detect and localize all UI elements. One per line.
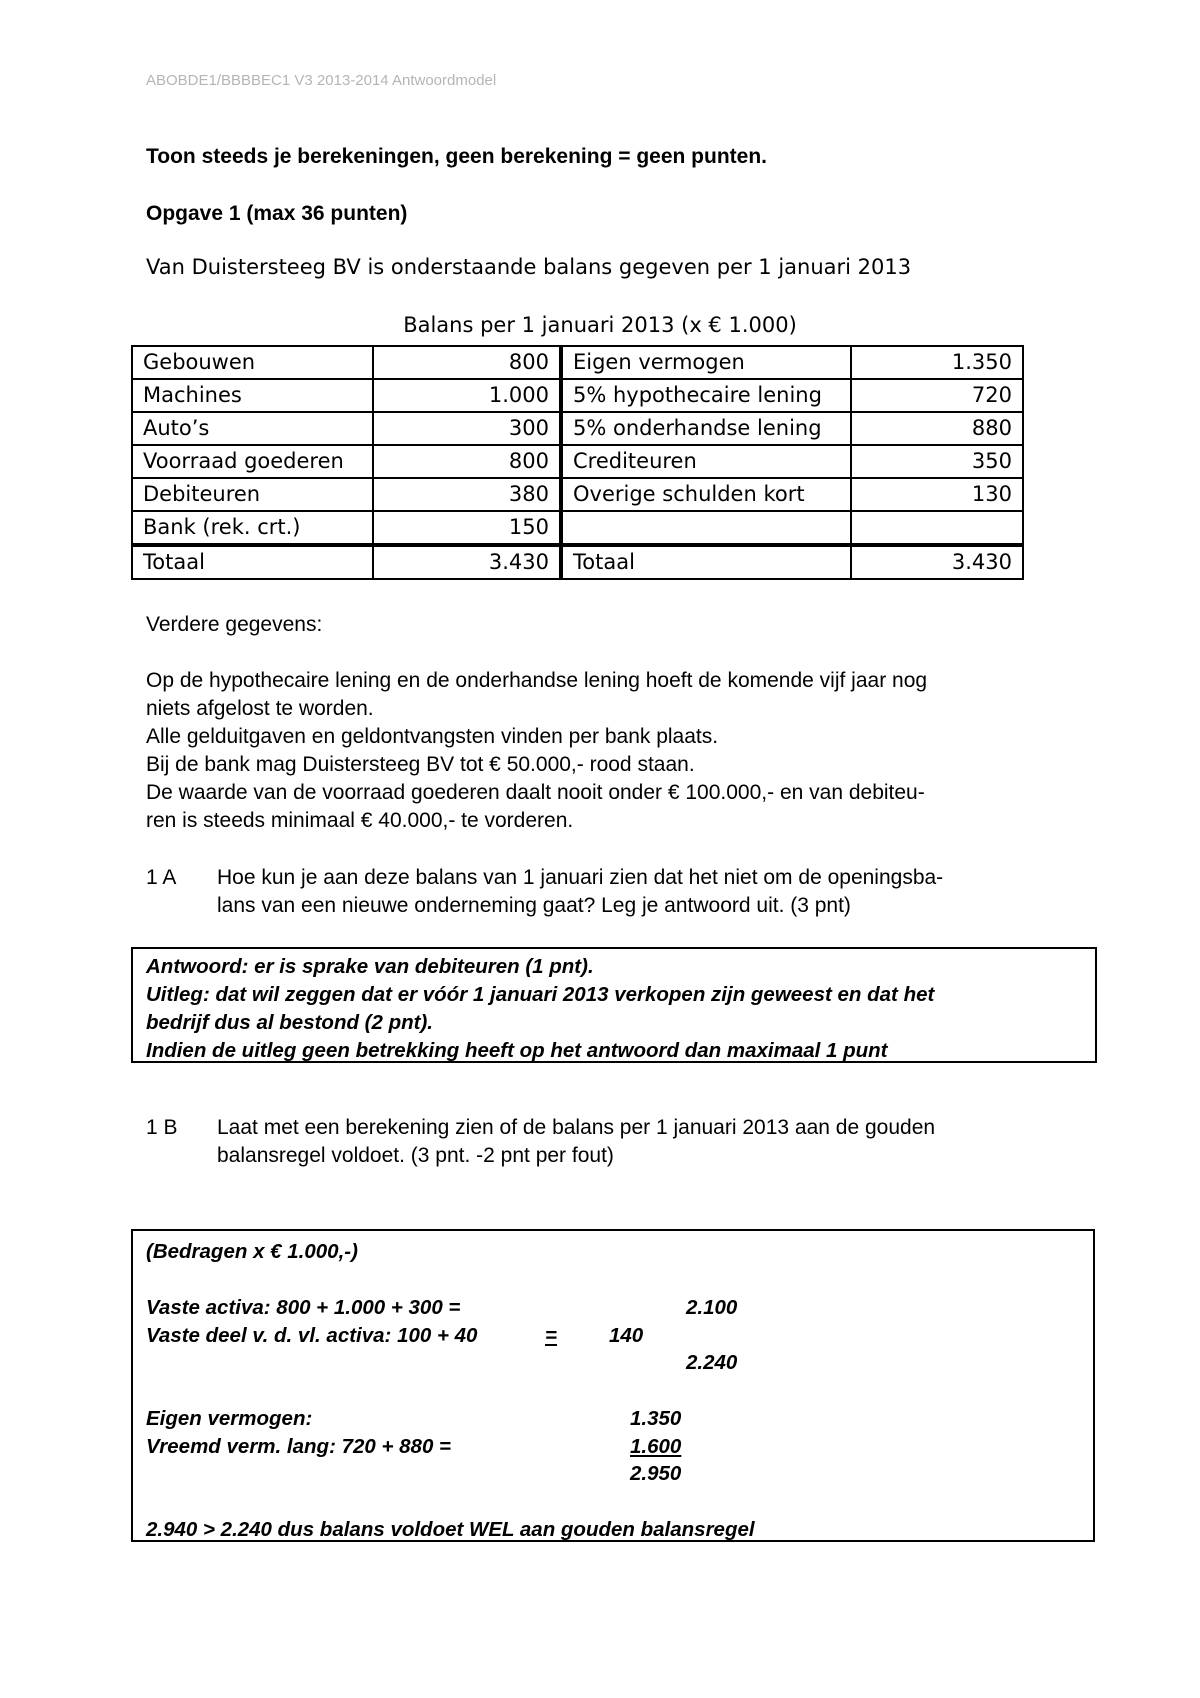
amounts-note: (Bedragen x € 1.000,-) <box>146 1240 358 1263</box>
conclusion: 2.940 > 2.240 dus balans voldoet WEL aan gouden balansregel <box>146 1518 755 1541</box>
question-line: Laat met een berekening zien of de balans per 1 januari 2013 aan de gouden <box>217 1116 936 1139</box>
fixed-current-underline <box>545 1322 663 1350</box>
further-heading: Verdere gegevens: <box>146 613 323 636</box>
balance-row <box>132 379 1023 412</box>
answer-box-1b <box>131 1229 1095 1542</box>
asset-label: Voorraad goederen <box>132 445 373 478</box>
liability-value: 130 <box>851 478 1023 511</box>
liability-label <box>561 511 851 545</box>
liability-label: Eigen vermogen <box>561 346 851 379</box>
lt-debt-value: 1.600 <box>630 1435 682 1458</box>
asset-label: Bank (rek. crt.) <box>132 511 373 545</box>
further-line: ren is steeds minimaal € 40.000,- te vorderen. <box>146 809 574 832</box>
asset-value: 800 <box>373 445 561 478</box>
asset-label: Gebouwen <box>132 346 373 379</box>
liability-label: Crediteuren <box>561 445 851 478</box>
question-line: lans van een nieuwe onderneming gaat? Leg je antwoord uit. (3 pnt) <box>217 894 851 917</box>
balance-row <box>132 412 1023 445</box>
exercise-title: Opgave 1 (max 36 punten) <box>146 202 408 225</box>
lt-debt-label: Vreemd verm. lang: 720 + 880 = <box>146 1435 452 1458</box>
liability-total-value: 3.430 <box>851 545 1023 579</box>
further-line: Op de hypothecaire lening en de onderhandse lening hoeft de komende vijf jaar nog <box>146 669 928 692</box>
asset-label: Auto’s <box>132 412 373 445</box>
liability-value: 720 <box>851 379 1023 412</box>
answer-box-1a <box>131 947 1097 1063</box>
document-header-code: ABOBDE1/BBBBEC1 V3 2013-2014 Antwoordmodel <box>146 72 497 89</box>
liability-value: 1.350 <box>851 346 1023 379</box>
asset-label: Debiteuren <box>132 478 373 511</box>
asset-value: 380 <box>373 478 561 511</box>
balance-row <box>132 478 1023 511</box>
further-line: De waarde van de voorraad goederen daalt nooit onder € 100.000,- en van debiteu- <box>146 781 925 804</box>
instruction-text: Toon steeds je berekeningen, geen berekening = geen punten. <box>146 145 767 168</box>
asset-label: Machines <box>132 379 373 412</box>
liability-total-label: Totaal <box>561 545 851 579</box>
question-text <box>217 1114 1137 1170</box>
question-label: 1 A <box>146 866 177 889</box>
liability-label: Overige schulden kort <box>561 478 851 511</box>
fixed-assets-value: 2.100 <box>686 1296 738 1319</box>
subtotal-2: 2.950 <box>630 1462 682 1485</box>
further-line: Alle gelduitgaven en geldontvangsten vinden per bank plaats. <box>146 725 719 748</box>
liability-value: 350 <box>851 445 1023 478</box>
balance-row <box>132 346 1023 379</box>
asset-value: 150 <box>373 511 561 545</box>
liability-value: 880 <box>851 412 1023 445</box>
question-line: balansregel voldoet. (3 pnt. -2 pnt per fout) <box>217 1144 614 1167</box>
fixed-current-eq: = <box>545 1324 557 1347</box>
further-paragraph <box>146 667 1106 835</box>
fixed-current-value: 140 <box>609 1324 644 1347</box>
fixed-assets-label: Vaste activa: 800 + 1.000 + 300 = <box>146 1296 461 1319</box>
liability-label: 5% hypothecaire lening <box>561 379 851 412</box>
equity-label: Eigen vermogen: <box>146 1407 313 1430</box>
balance-total-row <box>132 545 1023 579</box>
question-label: 1 B <box>146 1116 178 1139</box>
question-1b <box>146 1114 1146 1174</box>
answer-line: Antwoord: er is sprake van debiteuren (1 pnt). <box>146 955 594 978</box>
answer-line: Indien de uitleg geen betrekking heeft op het antwoord dan maximaal 1 punt <box>146 1039 888 1062</box>
answer-line: Uitleg: dat wil zeggen dat er vóór 1 januari 2013 verkopen zijn geweest en dat het <box>146 983 935 1006</box>
asset-value: 1.000 <box>373 379 561 412</box>
balance-row <box>132 511 1023 545</box>
question-line: Hoe kun je aan deze balans van 1 januari zien dat het niet om de openingsba- <box>217 866 944 889</box>
subtotal-1: 2.240 <box>686 1351 738 1374</box>
intro-text: Van Duistersteeg BV is onderstaande balans gegeven per 1 januari 2013 <box>146 255 912 279</box>
fixed-current-label: Vaste deel v. d. vl. activa: 100 + 40 <box>146 1324 478 1347</box>
further-line: niets afgelost te worden. <box>146 697 374 720</box>
balance-title: Balans per 1 januari 2013 (x € 1.000) <box>403 313 797 337</box>
liability-value <box>851 511 1023 545</box>
asset-value: 300 <box>373 412 561 445</box>
further-line: Bij de bank mag Duistersteeg BV tot € 50.000,- rood staan. <box>146 753 695 776</box>
equity-value: 1.350 <box>630 1407 682 1430</box>
answer-line: bedrijf dus al bestond (2 pnt). <box>146 1011 433 1034</box>
question-text <box>217 864 1137 920</box>
asset-value: 800 <box>373 346 561 379</box>
asset-total-label: Totaal <box>132 545 373 579</box>
asset-total-value: 3.430 <box>373 545 561 579</box>
question-1a <box>146 864 1146 924</box>
balance-table <box>131 345 1024 580</box>
balance-row <box>132 445 1023 478</box>
liability-label: 5% onderhandse lening <box>561 412 851 445</box>
